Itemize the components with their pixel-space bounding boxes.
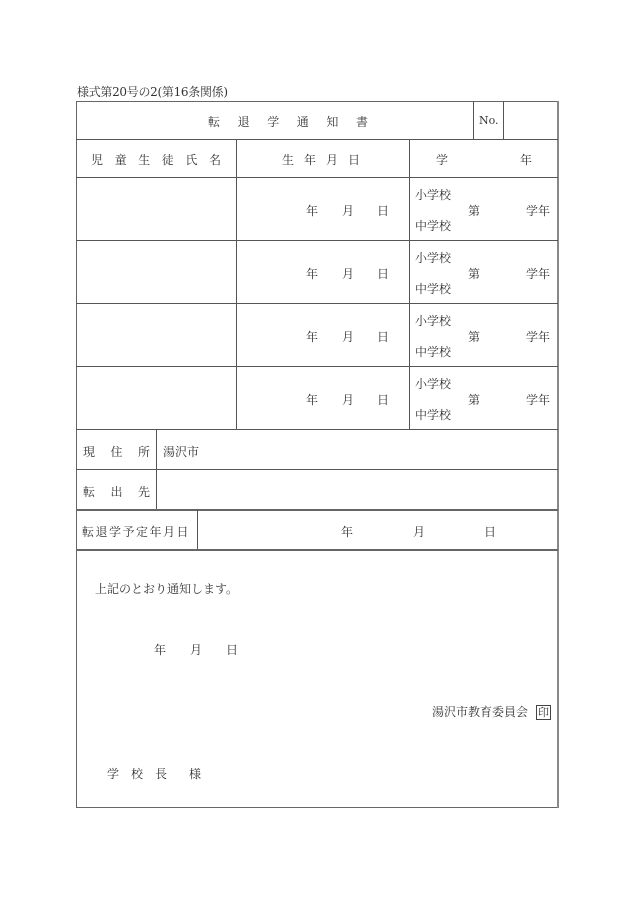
header-birth-date: 生 年 月 日: [282, 153, 360, 167]
col-divider-planned-date: [197, 509, 198, 549]
school-elementary-option[interactable]: 小学校: [415, 251, 452, 265]
planned-year-label: 年: [341, 525, 354, 539]
recipient-title: 学 校 長: [107, 767, 167, 781]
student-name-field[interactable]: [79, 306, 234, 364]
birth-year-label: 年: [306, 393, 319, 407]
birth-month-label: 月: [342, 267, 355, 281]
no-label: No.: [479, 114, 499, 127]
destination-field[interactable]: [159, 471, 555, 507]
school-junior-high-option[interactable]: 中学校: [415, 345, 452, 359]
recipient-honorific: 様: [189, 767, 202, 781]
birth-month-label: 月: [342, 330, 355, 344]
row-divider: [76, 429, 558, 430]
address-label: 現 住 所: [83, 445, 150, 459]
notice-message: 上記のとおり通知します。: [95, 582, 239, 596]
document-title: 転 退 学 通 知 書: [208, 115, 368, 129]
school-elementary-option[interactable]: 小学校: [415, 188, 452, 202]
student-row: [77, 304, 557, 366]
seal-icon: 印: [538, 706, 550, 719]
student-row: [77, 178, 557, 240]
birth-day-label: 日: [377, 204, 390, 218]
form-number-label: 様式第20号の2(第16条関係): [77, 85, 228, 99]
header-grade: 学 年: [436, 153, 532, 167]
school-junior-high-option[interactable]: 中学校: [415, 408, 452, 422]
grade-suffix: 学年: [526, 267, 551, 281]
notice-day-label: 日: [226, 643, 239, 657]
header-student-name: 児 童 生 徒 氏 名: [91, 153, 221, 167]
table-bottom-border: [76, 807, 558, 808]
grade-prefix: 第: [468, 393, 481, 407]
no-divider-left: [473, 101, 474, 139]
row-divider-title: [76, 139, 558, 140]
student-row: [77, 367, 557, 429]
notice-month-label: 月: [190, 643, 203, 657]
row-divider: [76, 549, 558, 551]
destination-label: 転 出 先: [83, 485, 150, 499]
birth-year-label: 年: [306, 267, 319, 281]
planned-day-label: 日: [484, 525, 497, 539]
student-row: [77, 241, 557, 303]
grade-prefix: 第: [468, 330, 481, 344]
table-top-border: [76, 101, 558, 102]
school-junior-high-option[interactable]: 中学校: [415, 219, 452, 233]
birth-day-label: 日: [377, 267, 390, 281]
student-name-field[interactable]: [79, 180, 234, 238]
birth-month-label: 月: [342, 393, 355, 407]
student-name-field[interactable]: [79, 369, 234, 427]
no-divider-right: [503, 101, 504, 139]
birth-month-label: 月: [342, 204, 355, 218]
address-value[interactable]: 湯沢市: [163, 445, 200, 459]
issuer-block: [432, 703, 551, 720]
planned-date-label: 転退学予定年月日: [82, 525, 191, 539]
grade-prefix: 第: [468, 204, 481, 218]
birth-year-label: 年: [306, 330, 319, 344]
row-divider: [76, 469, 558, 470]
planned-month-label: 月: [413, 525, 426, 539]
birth-year-label: 年: [306, 204, 319, 218]
birth-day-label: 日: [377, 330, 390, 344]
grade-suffix: 学年: [526, 204, 551, 218]
student-name-field[interactable]: [79, 243, 234, 301]
grade-suffix: 学年: [526, 330, 551, 344]
notice-year-label: 年: [154, 643, 167, 657]
table-right-border: [557, 101, 559, 808]
row-divider: [76, 509, 558, 511]
birth-day-label: 日: [377, 393, 390, 407]
grade-suffix: 学年: [526, 393, 551, 407]
school-elementary-option[interactable]: 小学校: [415, 377, 452, 391]
issuer-name: 湯沢市教育委員会: [432, 705, 529, 719]
no-value-field[interactable]: [505, 103, 555, 137]
grade-prefix: 第: [468, 267, 481, 281]
school-junior-high-option[interactable]: 中学校: [415, 282, 452, 296]
school-elementary-option[interactable]: 小学校: [415, 314, 452, 328]
